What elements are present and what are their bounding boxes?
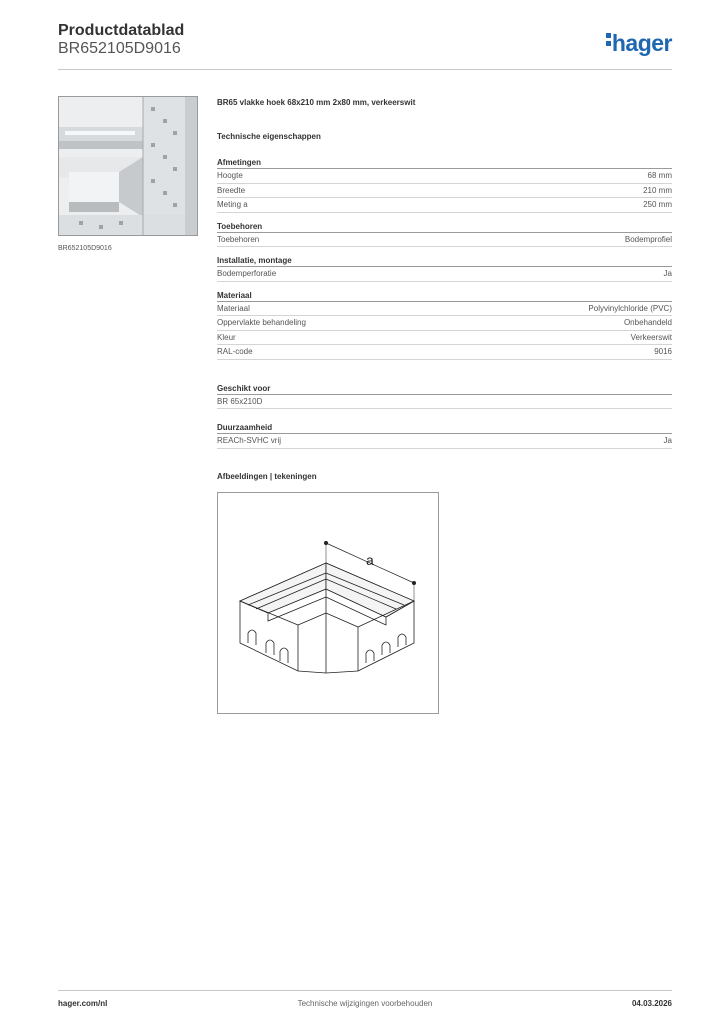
property-value: Bodemprofiel xyxy=(624,234,672,244)
property-label: Toebehoren xyxy=(217,234,260,244)
footer-notice: Technische wijzigingen voorbehouden xyxy=(297,999,433,1008)
property-row xyxy=(217,395,672,410)
property-label: REACh-SVHC vrij xyxy=(217,436,282,445)
property-row xyxy=(217,169,672,184)
property-label: RAL-code xyxy=(217,347,253,356)
page-footer xyxy=(58,990,672,1014)
property-row xyxy=(217,267,672,282)
drawings-title: Afbeeldingen | tekeningen xyxy=(217,471,317,481)
section-title: Geschikt voor xyxy=(217,382,672,395)
section-duurzaamheid xyxy=(217,421,672,449)
footer-website-link[interactable]: hager.com/nl xyxy=(58,999,108,1008)
property-row xyxy=(217,302,672,317)
property-value: 68 mm xyxy=(647,171,672,180)
property-row xyxy=(217,331,672,346)
property-label: Breedte xyxy=(217,185,246,195)
properties-heading: Technische eigenschappen xyxy=(217,132,321,141)
property-value: 9016 xyxy=(654,347,672,356)
footer-date: 04.03.2026 xyxy=(631,999,672,1008)
property-value: 250 mm xyxy=(643,200,672,209)
property-label: Materiaal xyxy=(217,303,250,313)
section-afmetingen xyxy=(217,156,672,213)
property-label: Meting a xyxy=(217,200,248,209)
property-row xyxy=(217,198,672,213)
product-thumbnail xyxy=(58,96,198,236)
property-value: Ja xyxy=(663,436,672,445)
property-value: 210 mm xyxy=(643,185,672,195)
property-label: BR 65x210D xyxy=(217,396,263,406)
page-title: Productdatablad xyxy=(58,22,185,39)
section-installatie xyxy=(217,254,672,282)
property-value: Verkeerswit xyxy=(630,332,672,342)
corner-drawing-illustration xyxy=(218,493,438,713)
property-label: Bodemperforatie xyxy=(217,269,277,278)
product-details xyxy=(217,96,672,714)
property-label: Hoogte xyxy=(217,171,243,180)
property-row xyxy=(217,434,672,449)
property-label: Oppervlakte behandeling xyxy=(217,318,306,327)
logo-text: hager xyxy=(611,30,672,56)
section-materiaal xyxy=(217,289,672,360)
section-title: Materiaal xyxy=(217,289,672,302)
section-title: Duurzaamheid xyxy=(217,421,672,434)
property-row xyxy=(217,233,672,248)
section-geschikt-voor xyxy=(217,382,672,410)
property-row xyxy=(217,184,672,199)
property-value: Onbehandeld xyxy=(623,318,672,327)
dimension-label: a xyxy=(366,551,374,568)
property-row xyxy=(217,316,672,331)
technical-drawing xyxy=(217,492,439,714)
property-value: Ja xyxy=(663,269,672,278)
property-value: Polyvinylchloride (PVC) xyxy=(588,303,672,313)
thumbnail-caption: BR652105D9016 xyxy=(58,245,112,252)
property-row xyxy=(217,345,672,360)
product-photo-illustration xyxy=(59,97,198,236)
property-label: Kleur xyxy=(217,332,236,342)
section-title: Toebehoren xyxy=(217,220,672,233)
hager-logo xyxy=(606,30,672,57)
product-code: BR652105D9016 xyxy=(58,40,181,57)
section-title: Installatie, montage xyxy=(217,254,672,267)
section-toebehoren xyxy=(217,220,672,248)
section-title: Afmetingen xyxy=(217,156,672,169)
logo-colon-icon xyxy=(606,30,611,49)
product-description: BR65 vlakke hoek 68x210 mm 2x80 mm, verkeerswit xyxy=(217,98,416,107)
page-header xyxy=(58,22,672,70)
